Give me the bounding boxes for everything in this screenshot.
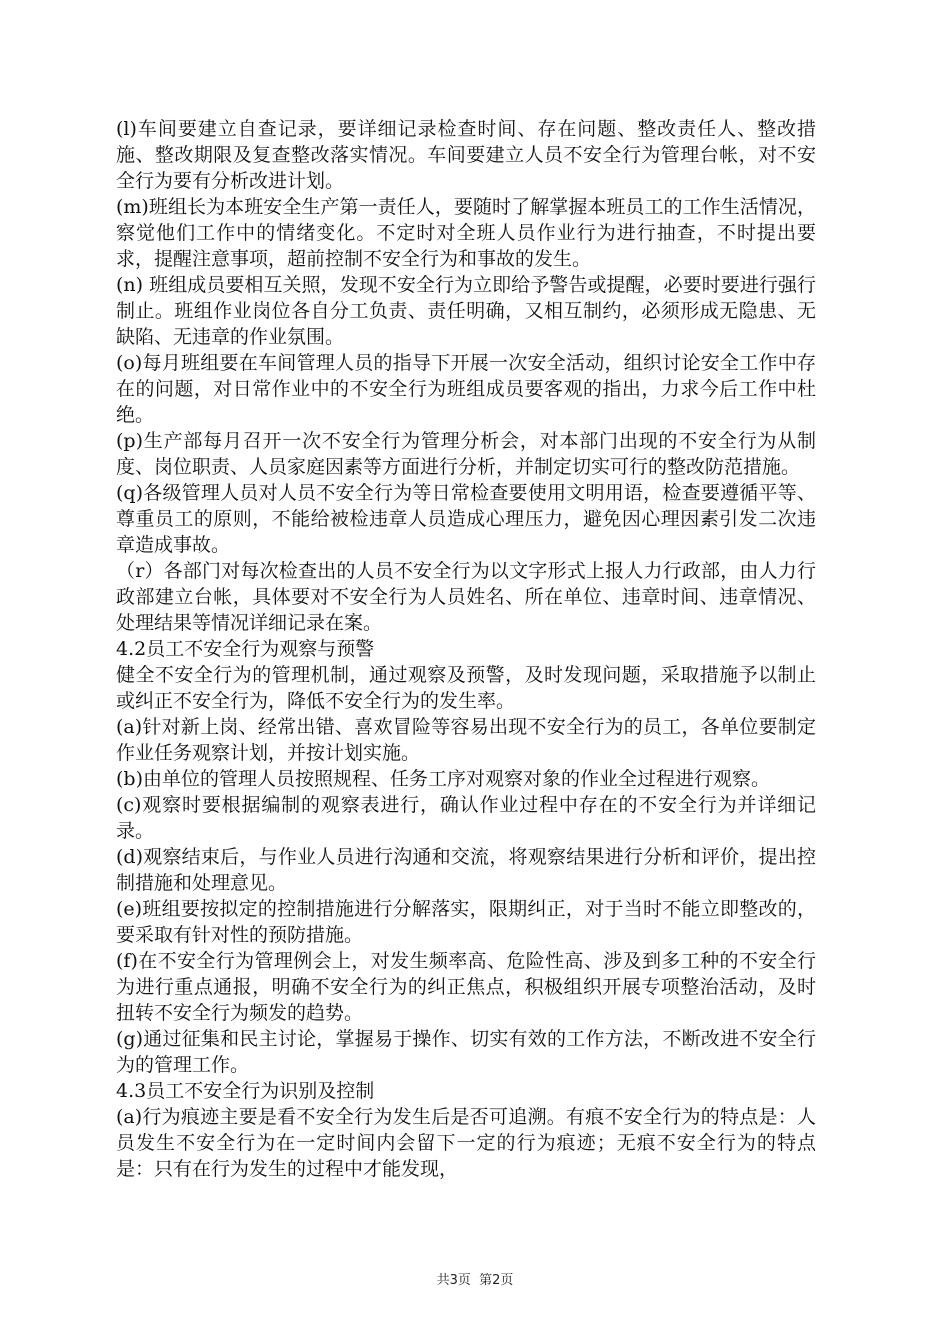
- document-body: [116, 116, 816, 1182]
- paragraph: (q)各级管理人员对人员不安全行为等日常检查要使用文明用语，检查要遵循平等、尊重员工的原则，不能给被检违章人员造成心理压力，避免因心理因素引发二次违章造成事故。: [116, 482, 816, 556]
- paragraph: (b)由单位的管理人员按照规程、任务工序对观察对象的作业全过程进行观察。: [116, 768, 770, 790]
- paragraph: (m)班组长为本班安全生产第一责任人，要随时了解掌握本班员工的工作生活情况，察觉他们工作中的情绪变化。不定时对全班人员作业行为进行抽查，不时提出要求，提醒注意事项，超前控制不安全行为和事故的发生。: [116, 196, 816, 270]
- paragraph: (a)针对新上岗、经常出错、喜欢冒险等容易出现不安全行为的员工，各单位要制定作业任务观察计划，并按计划实施。: [116, 716, 816, 764]
- paragraph: (l)车间要建立自查记录，要详细记录检查时间、存在问题、整改责任人、整改措施、整改期限及复查整改落实情况。车间要建立人员不安全行为管理台帐，对不安全行为要有分析改进计划。: [116, 118, 816, 192]
- paragraph: (a)行为痕迹主要是看不安全行为发生后是否可追溯。有痕不安全行为的特点是：人员发生不安全行为在一定时间内会留下一定的行为痕迹；无痕不安全行为的特点是：只有在行为发生的过程中才能发现，: [116, 1106, 816, 1180]
- section-heading: 4.2员工不安全行为观察与预警: [116, 638, 375, 660]
- paragraph: (o)每月班组要在车间管理人员的指导下开展一次安全活动，组织讨论安全工作中存在的问题，对日常作业中的不安全行为班组成员要客观的指出，力求今后工作中杜绝。: [116, 352, 816, 426]
- paragraph: (p)生产部每月召开一次不安全行为管理分析会，对本部门出现的不安全行为从制度、岗位职责、人员家庭因素等方面进行分析，并制定切实可行的整改防范措施。: [116, 430, 816, 478]
- page-footer: [0, 1272, 950, 1290]
- paragraph: (n) 班组成员要相互关照，发现不安全行为立即给予警告或提醒，必要时要进行强行制止。班组作业岗位各自分工负责、责任明确，又相互制约，必须形成无隐患、无缺陷、无违章的作业氛围。: [116, 274, 816, 348]
- paragraph: 健全不安全行为的管理机制，通过观察及预警，及时发现问题，采取措施予以制止或纠正不安全行为，降低不安全行为的发生率。: [116, 664, 816, 712]
- section-heading: 4.3员工不安全行为识别及控制: [116, 1080, 375, 1102]
- paragraph: (d)观察结束后，与作业人员进行沟通和交流，将观察结果进行分析和评价，提出控制措施和处理意见。: [116, 846, 816, 894]
- paragraph: （r）各部门对每次检查出的人员不安全行为以文字形式上报人力行政部，由人力行政部建立台帐，具体要对不安全行为人员姓名、所在单位、违章时间、违章情况、处理结果等情况详细记录在案。: [116, 560, 816, 634]
- paragraph: (f)在不安全行为管理例会上，对发生频率高、危险性高、涉及到多工种的不安全行为进行重点通报，明确不安全行为的纠正焦点，积极组织开展专项整治活动，及时扭转不安全行为频发的趋势。: [116, 950, 816, 1024]
- paragraph: (c)观察时要根据编制的观察表进行，确认作业过程中存在的不安全行为并详细记录。: [116, 794, 816, 842]
- paragraph: (e)班组要按拟定的控制措施进行分解落实，限期纠正，对于当时不能立即整改的，要采取有针对性的预防措施。: [116, 898, 816, 946]
- page-total: 共3页: [436, 1273, 471, 1288]
- page-current: 第2页: [479, 1273, 514, 1288]
- paragraph: (g)通过征集和民主讨论，掌握易于操作、切实有效的工作方法，不断改进不安全行为的管理工作。: [116, 1028, 816, 1076]
